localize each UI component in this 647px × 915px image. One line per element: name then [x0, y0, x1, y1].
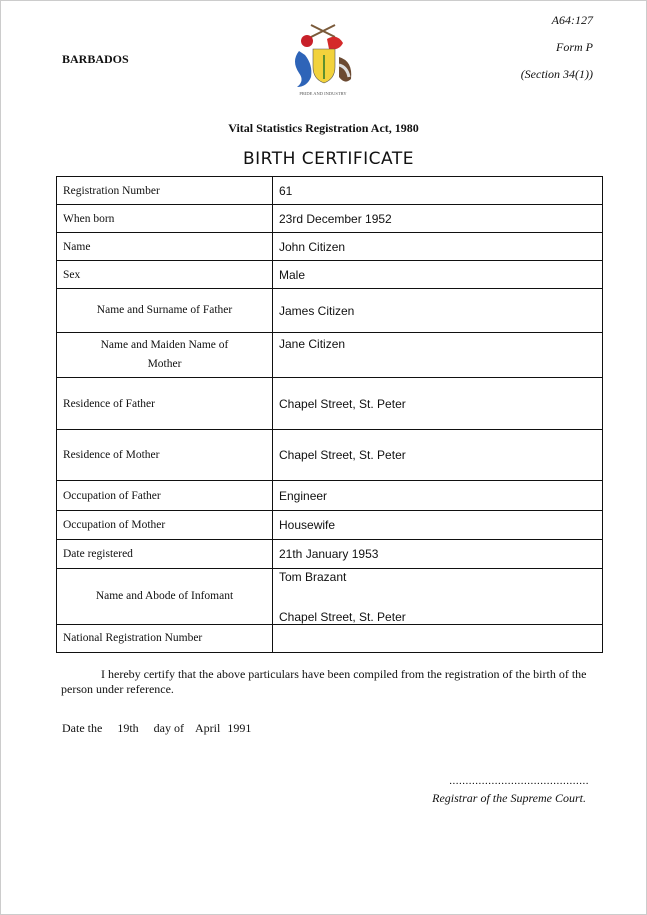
table-row [57, 333, 603, 378]
table-row [57, 569, 603, 625]
field-label: Residence of Mother [57, 430, 273, 481]
field-value: 23rd December 1952 [273, 205, 603, 233]
field-value: 21th January 1953 [273, 540, 603, 569]
field-label: Name and Abode of Infomant [57, 569, 273, 625]
field-value: 61 [273, 177, 603, 205]
field-value: Chapel Street, St. Peter [273, 378, 603, 430]
table-row [57, 540, 603, 569]
field-value: Housewife [273, 511, 603, 540]
table-row [57, 177, 603, 205]
field-label: When born [57, 205, 273, 233]
certification-statement: I hereby certify that the above particulars have been compiled from the registration of the birth of the person under reference. [61, 667, 587, 696]
form-label: Form P [556, 40, 593, 54]
field-label: Name and Maiden Name of Mother [57, 333, 273, 378]
informant-abode: Chapel Street, St. Peter [279, 610, 406, 624]
field-value: Male [273, 261, 603, 289]
table-row [57, 378, 603, 430]
field-value [273, 569, 603, 625]
table-row [57, 511, 603, 540]
section-label: (Section 34(1)) [520, 67, 593, 81]
issue-date: Date the 19th day of April 1991 [62, 721, 252, 735]
coat-of-arms-icon [283, 19, 363, 99]
field-value: John Citizen [273, 233, 603, 261]
svg-text:PRIDE AND INDUSTRY: PRIDE AND INDUSTRY [299, 91, 347, 96]
field-label: Name and Surname of Father [57, 289, 273, 333]
field-value: James Citizen [273, 289, 603, 333]
country-name: BARBADOS [62, 52, 129, 66]
table-row [57, 430, 603, 481]
table-row [57, 205, 603, 233]
field-label: Registration Number [57, 177, 273, 205]
table-row [57, 289, 603, 333]
field-label: Name [57, 233, 273, 261]
signature-line: ........................................... [449, 775, 589, 787]
field-value: Engineer [273, 481, 603, 511]
table-row [57, 625, 603, 653]
field-label: National Registration Number [57, 625, 273, 653]
page-title: BIRTH CERTIFICATE [242, 149, 414, 169]
field-value: Chapel Street, St. Peter [273, 430, 603, 481]
reference-number: A64:127 [551, 13, 593, 27]
field-label: Occupation of Mother [57, 511, 273, 540]
field-value: Jane Citizen [273, 333, 603, 378]
informant-name: Tom Brazant [279, 570, 347, 584]
table-row [57, 261, 603, 289]
registrar-title: Registrar of the Supreme Court. [432, 791, 586, 805]
field-label: Occupation of Father [57, 481, 273, 511]
field-label: Date registered [57, 540, 273, 569]
certificate-table [56, 176, 603, 653]
field-label: Sex [57, 261, 273, 289]
field-value [273, 625, 603, 653]
act-title: Vital Statistics Registration Act, 1980 [228, 121, 419, 135]
table-row [57, 233, 603, 261]
field-label: Residence of Father [57, 378, 273, 430]
table-row [57, 481, 603, 511]
